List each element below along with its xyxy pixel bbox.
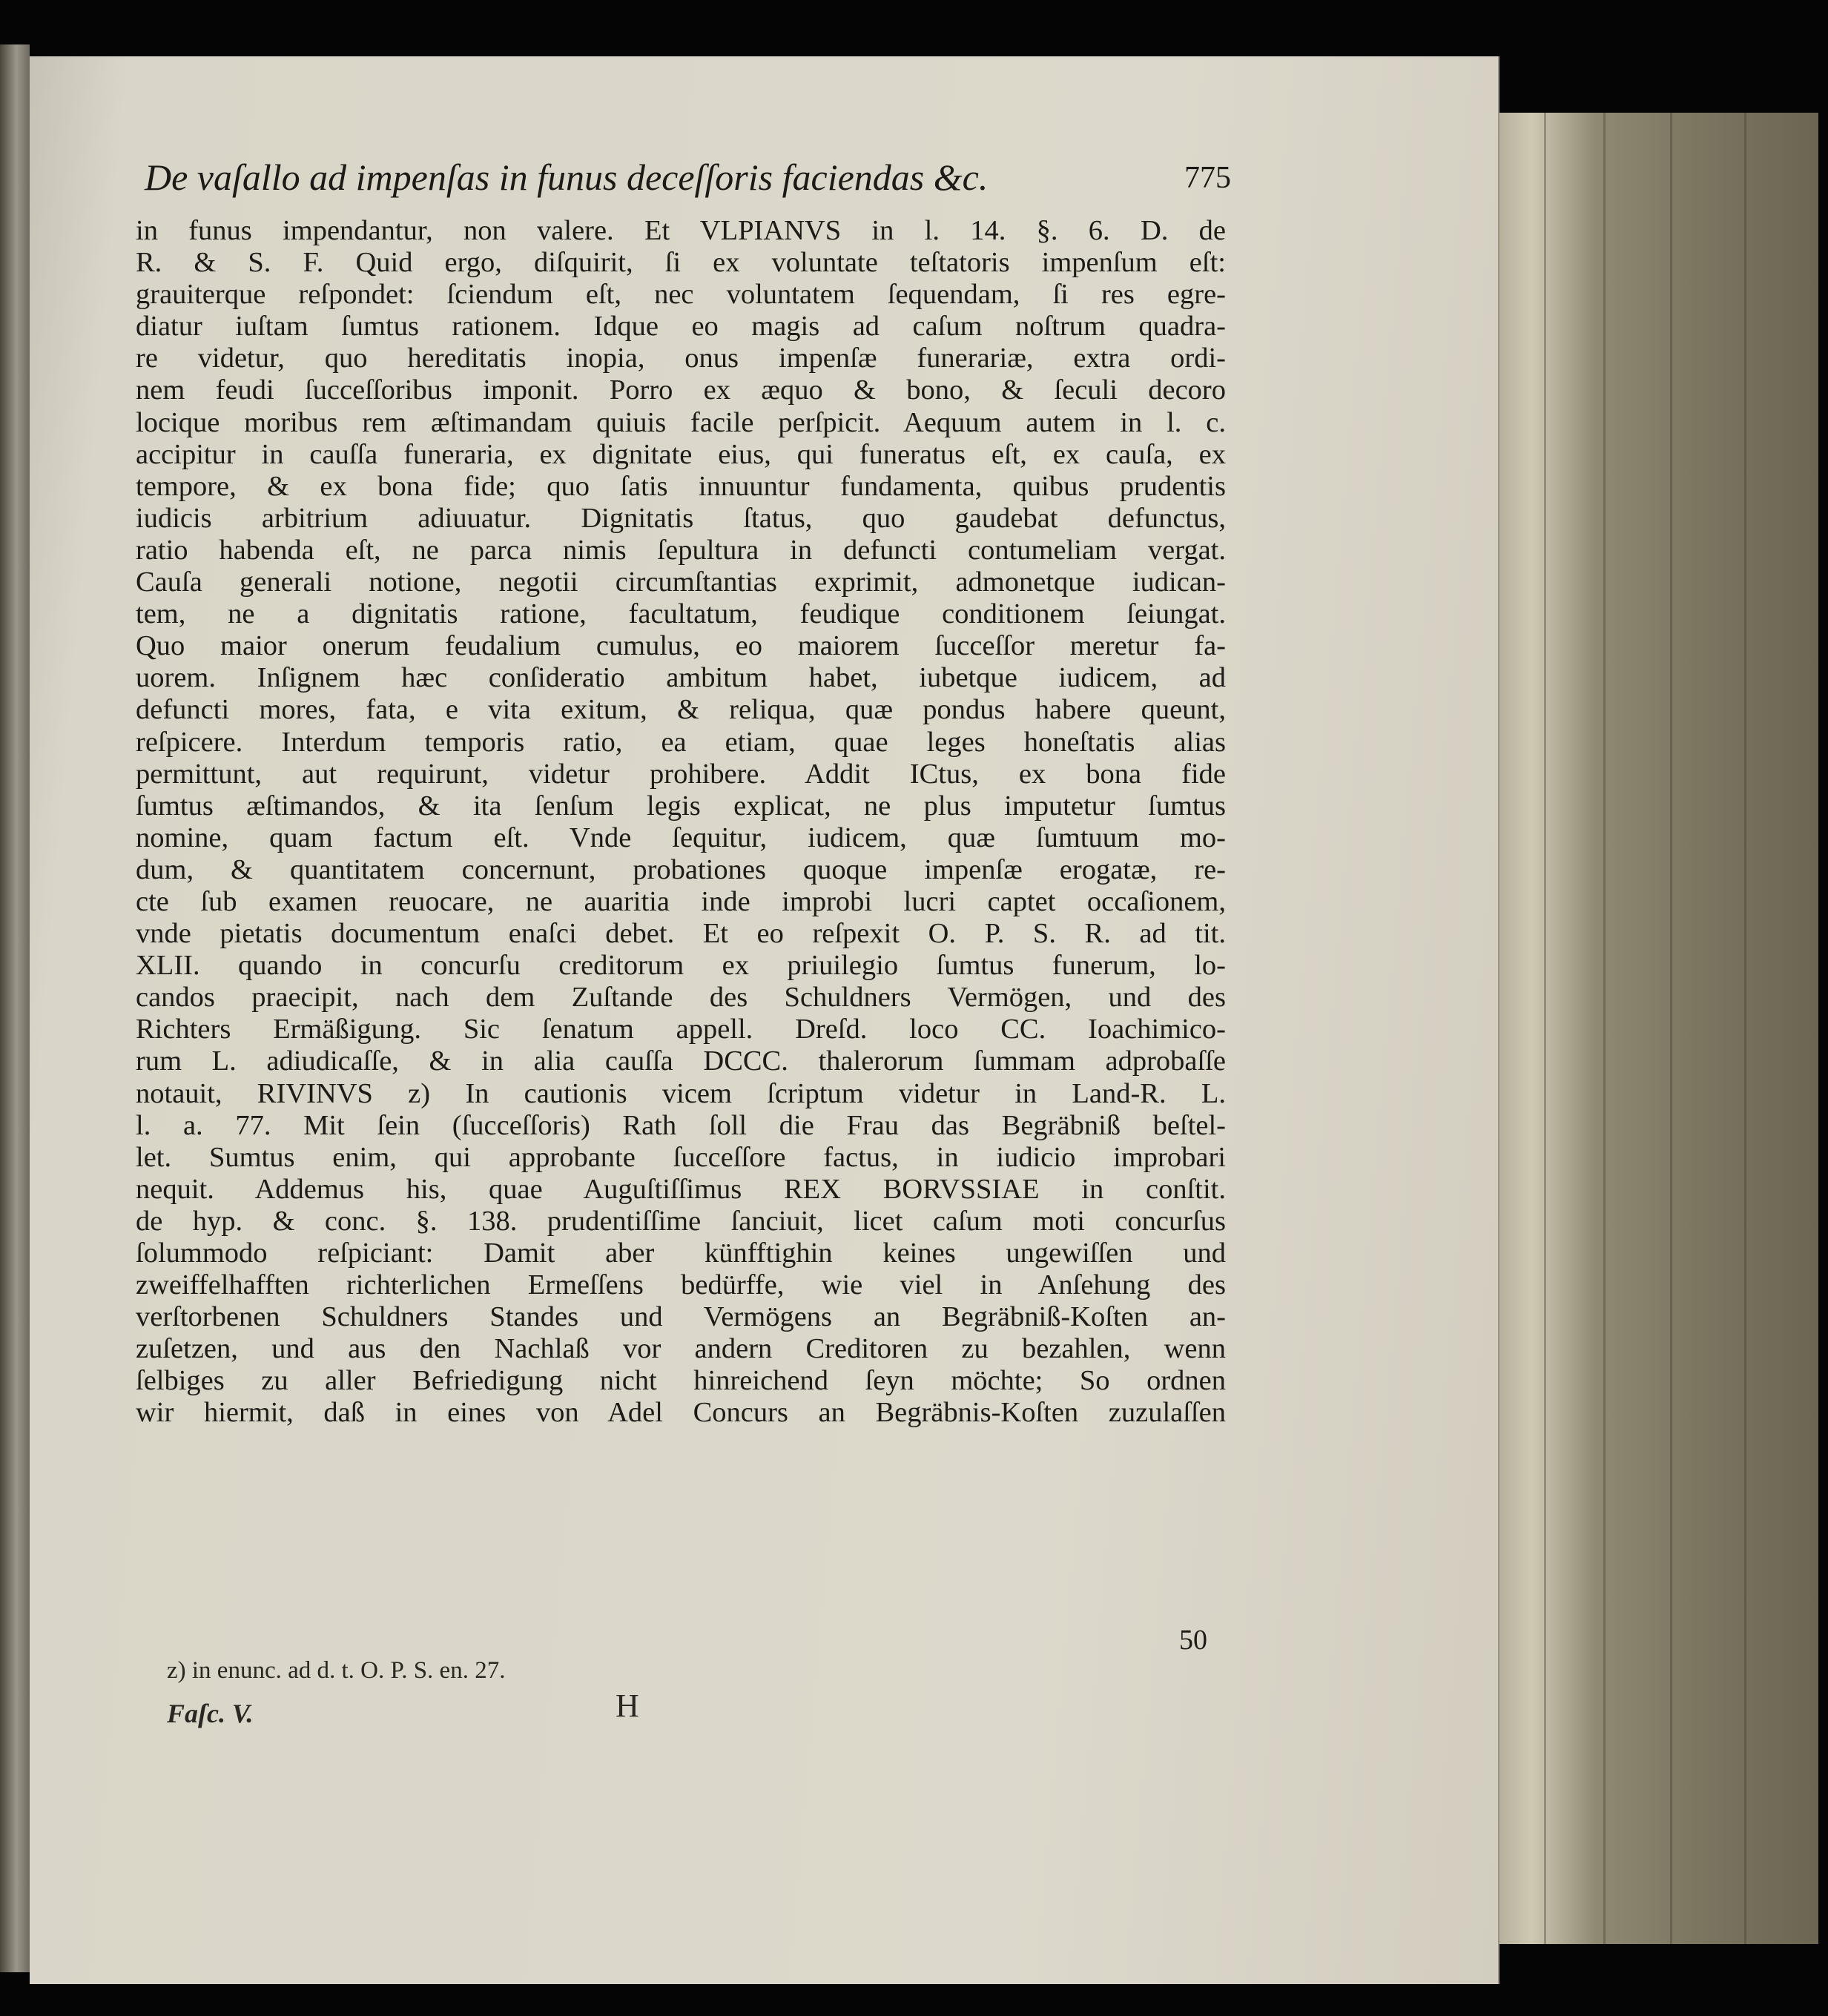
text-line: tempore, & ex bona fide; quo ſatis innuuntur fundamenta, quibus prudentis — [136, 470, 1226, 502]
text-line: ratio habenda eſt, ne parca nimis ſepultura in defuncti contumeliam vergat. — [136, 534, 1226, 566]
text-line: nomine, quam factum eſt. Vnde ſequitur, iudicem, quæ ſumtuum mo- — [136, 822, 1226, 853]
book-fore-edge — [1499, 113, 1818, 1944]
signature-mark: Faſc. V. — [167, 1699, 254, 1728]
text-line: nem feudi ſucceſſoribus imponit. Porro ex æquo & bono, & ſeculi decoro — [136, 374, 1226, 406]
text-line: reſpicere. Interdum temporis ratio, ea etiam, quae leges honeſtatis alias — [136, 726, 1226, 758]
text-line: permittunt, aut requirunt, videtur prohibere. Addit ICtus, ex bona fide — [136, 758, 1226, 790]
text-line: candos praecipit, nach dem Zuſtande des Schuldners Vermögen, und des — [136, 982, 1226, 1014]
text-line: verſtorbenen Schuldners Standes und Vermögens an Begräbniß-Koſten an- — [136, 1301, 1226, 1333]
text-line: tem, ne a dignitatis ratione, facultatum, feudique conditionem ſeiungat. — [136, 598, 1226, 630]
text-line: diatur iuſtam ſumtus rationem. Idque eo magis ad caſum noſtrum quadra- — [136, 311, 1226, 343]
gathering-mark: H — [616, 1688, 639, 1724]
text-line: accipitur in cauſſa funeraria, ex dignitate eius, qui funeratus eſt, ex cauſa, ex — [136, 438, 1226, 470]
running-title: De vaſallo ad impenſas in funus deceſſoris faciendas &c. — [145, 156, 989, 198]
text-line: grauiterque reſpondet: ſciendum eſt, nec voluntatem ſequendam, ſi res egre- — [136, 279, 1226, 311]
text-line: iudicis arbitrium adiuuatur. Dignitatis ſtatus, quo gaudebat defunctus, — [136, 502, 1226, 534]
text-line: zweiffelhafften richterlichen Ermeſſens bedürffe, wie viel in Anſehung des — [136, 1269, 1226, 1301]
text-line: de hyp. & conc. §. 138. prudentiſſime ſanciuit, licet caſum moti concurſus — [136, 1205, 1226, 1237]
text-line: nequit. Addemus his, quae Auguſtiſſimus REX BORVSSIAE in conſtit. — [136, 1173, 1226, 1205]
text-line: let. Sumtus enim, qui approbante ſucceſſore factus, in iudicio improbari — [136, 1141, 1226, 1173]
text-line: ſumtus æſtimandos, & ita ſenſum legis explicat, ne plus imputetur ſumtus — [136, 790, 1226, 822]
text-line: l. a. 77. Mit ſein (ſucceſſoris) Rath ſoll die Frau das Begräbniß beſtel- — [136, 1109, 1226, 1141]
text-line: rum L. adiudicaſſe, & in alia cauſſa DCCC. thalerorum ſummam adprobaſſe — [136, 1045, 1226, 1077]
text-line: in funus impendantur, non valere. Et VLPIANVS in l. 14. §. 6. D. de — [136, 215, 1226, 246]
text-line: vnde pietatis documentum enaſci debet. Et eo reſpexit O. P. S. R. ad tit. — [136, 918, 1226, 950]
text-line: ſelbiges zu aller Befriedigung nicht hinreichend ſeyn möchte; So ordnen — [136, 1365, 1226, 1397]
text-line: XLII. quando in concurſu creditorum ex priuilegio ſumtus funerum, lo- — [136, 950, 1226, 982]
text-line: Cauſa generali notione, negotii circumſtantias exprimit, admonetque iudican- — [136, 566, 1226, 598]
running-head — [145, 156, 1231, 208]
text-line: ſolummodo reſpiciant: Damit aber künfftighin keines ungewiſſen und — [136, 1237, 1226, 1269]
text-line: re videtur, quo hereditatis inopia, onus impenſæ funerariæ, extra ordi- — [136, 343, 1226, 374]
facing-page-edge — [0, 44, 30, 1972]
catchword: 50 — [1179, 1625, 1207, 1656]
text-line: zuſetzen, und aus den Nachlaß vor andern Creditoren zu bezahlen, wenn — [136, 1333, 1226, 1365]
text-line: cte ſub examen reuocare, ne auaritia inde improbi lucri captet occaſionem, — [136, 885, 1226, 917]
text-line: defuncti mores, fata, e vita exitum, & reliqua, quæ pondus habere queunt, — [136, 694, 1226, 726]
body-text — [136, 215, 1226, 1430]
text-line: R. & S. F. Quid ergo, diſquirit, ſi ex voluntate teſtatoris impenſum eſt: — [136, 247, 1226, 279]
text-line: uorem. Inſignem hæc conſideratio ambitum habet, iubetque iudicem, ad — [136, 662, 1226, 694]
text-line: Richters Ermäßigung. Sic ſenatum appell. Dreſd. loco CC. Ioachimico- — [136, 1014, 1226, 1045]
page-number: 775 — [1184, 161, 1231, 195]
text-line: dum, & quantitatem concernunt, probationes quoque impenſæ erogatæ, re- — [136, 853, 1226, 885]
text-line: wir hiermit, daß in eines von Adel Concurs an Begräbnis-Koſten zuzulaſſen — [136, 1397, 1226, 1429]
text-line: Quo maior onerum feudalium cumulus, eo maiorem ſucceſſor meretur fa- — [136, 630, 1226, 662]
footnote: z) in enunc. ad d. t. O. P. S. en. 27. — [167, 1657, 506, 1684]
text-line: locique moribus rem æſtimandam quiuis facile perſpicit. Aequum autem in l. c. — [136, 406, 1226, 438]
text-line: notauit, RIVINVS z) In cautionis vicem ſcriptum videtur in Land-R. L. — [136, 1077, 1226, 1109]
